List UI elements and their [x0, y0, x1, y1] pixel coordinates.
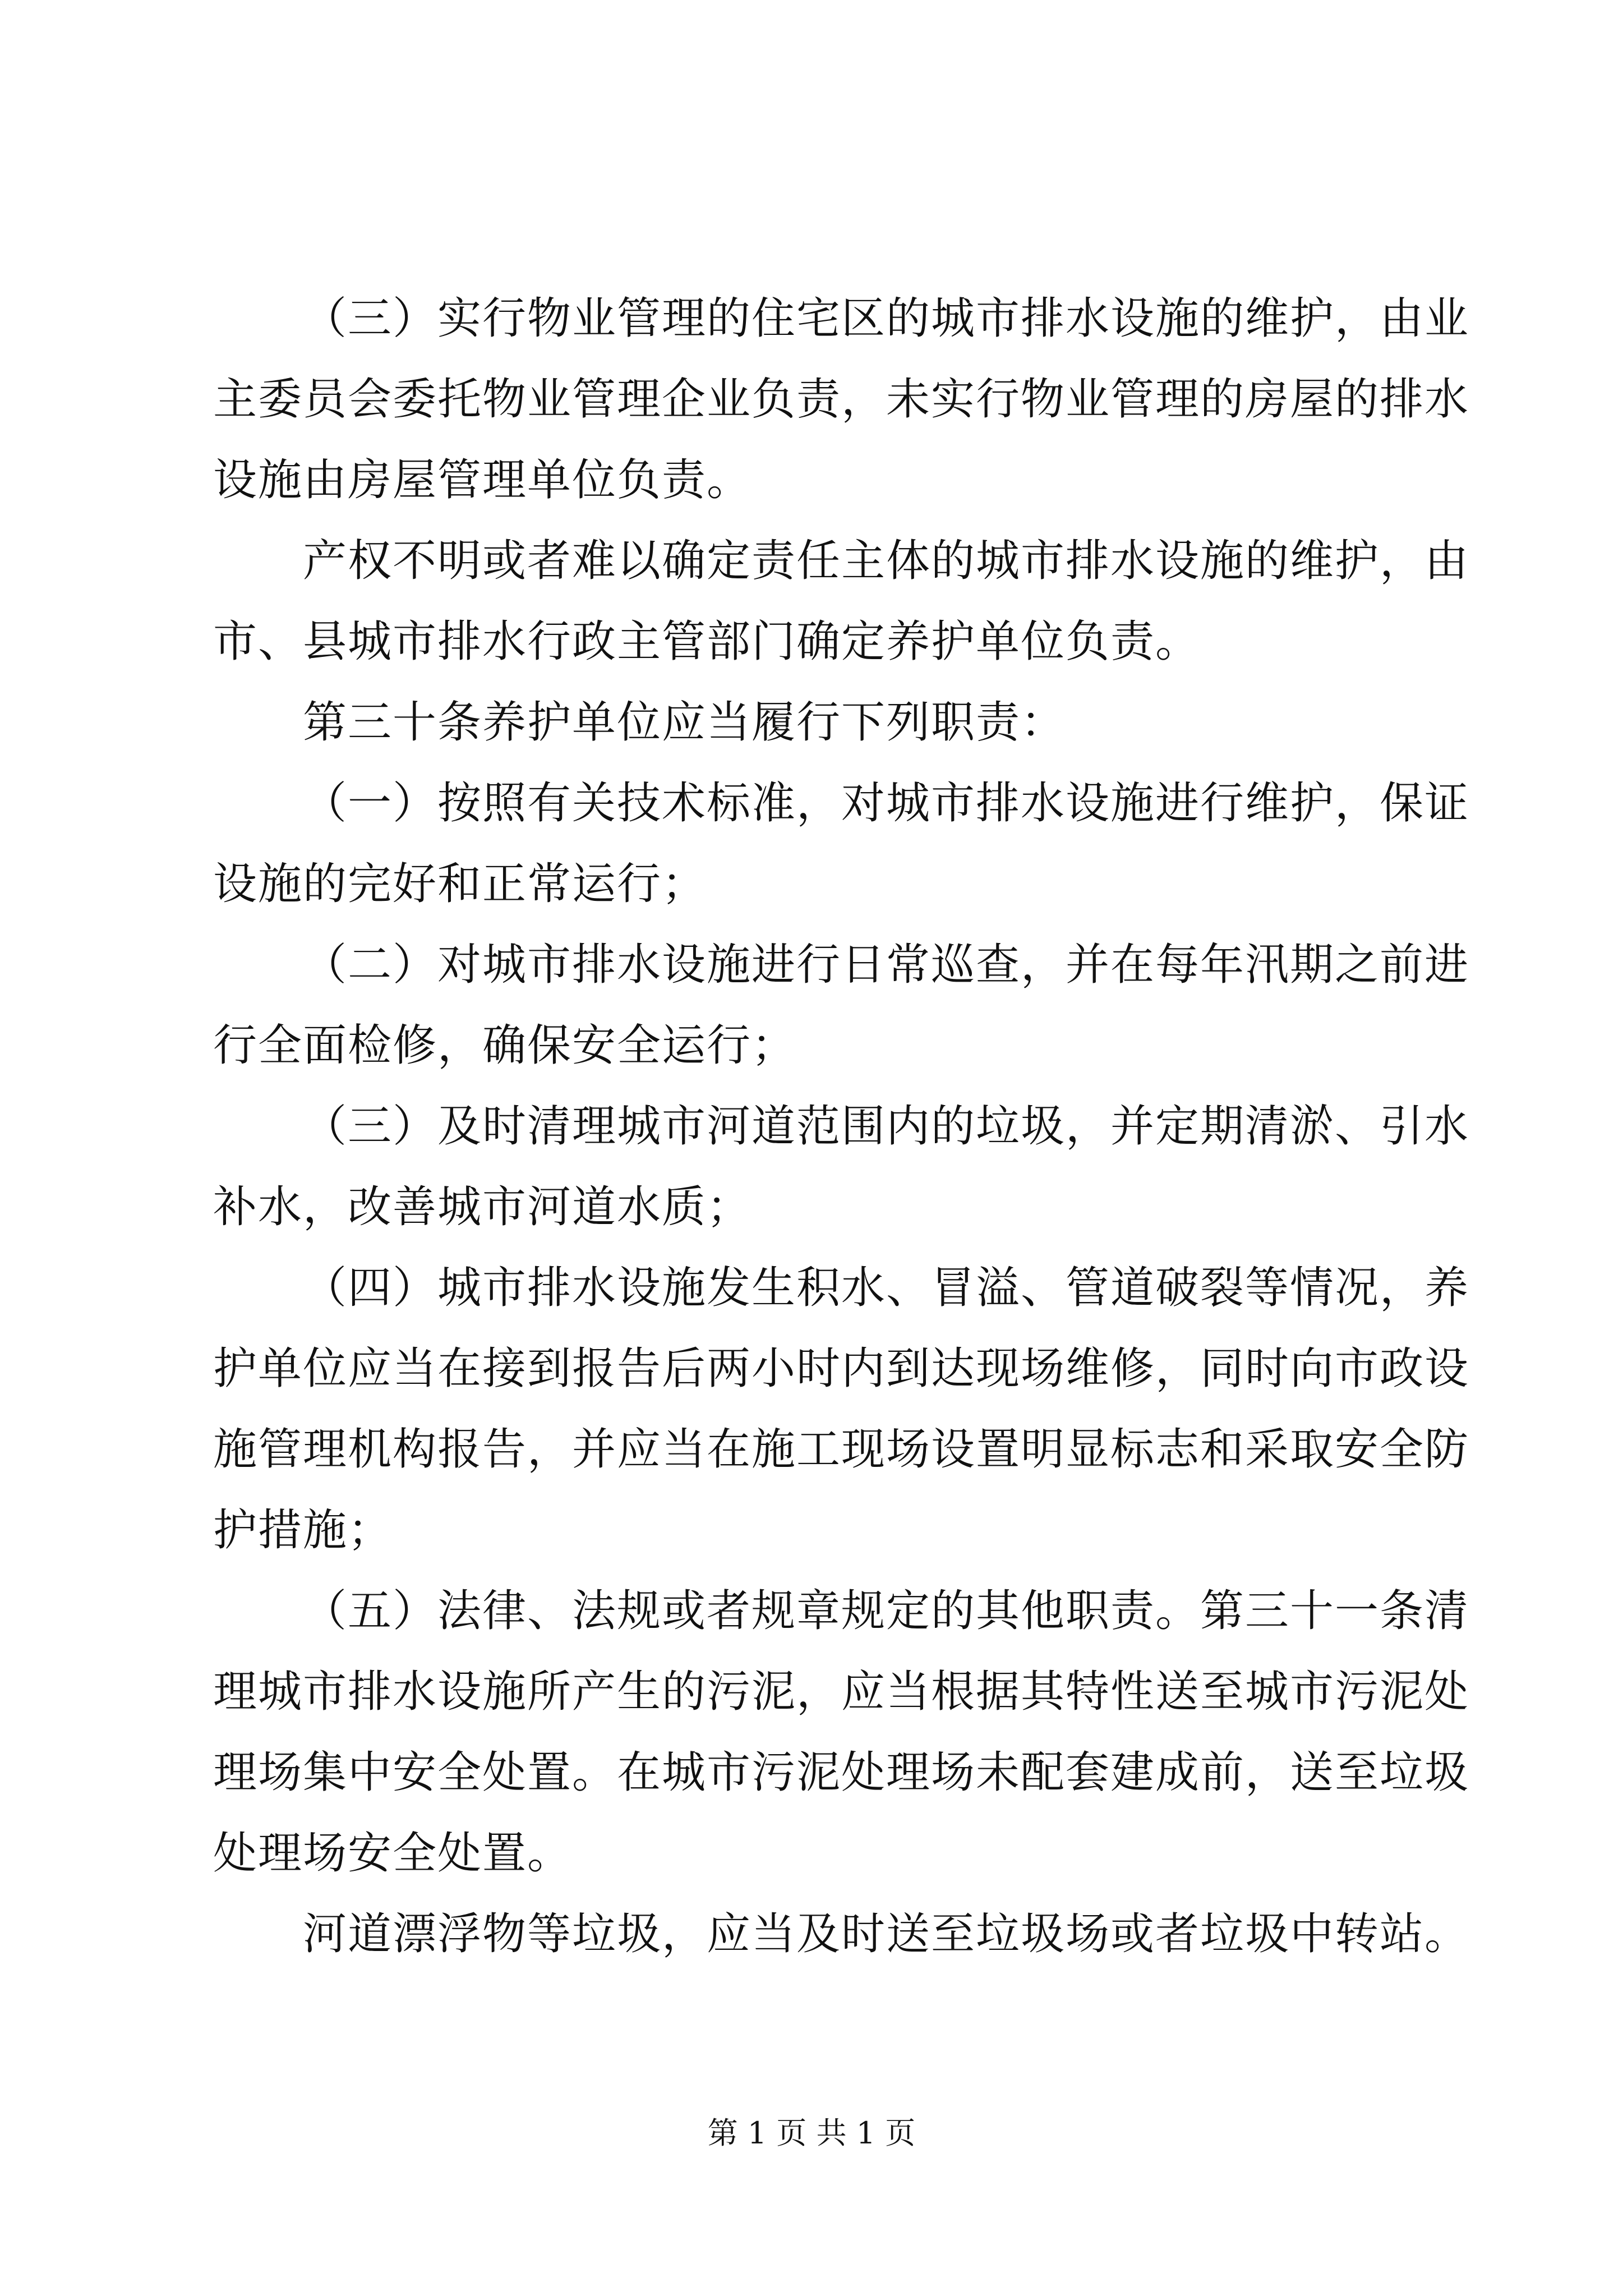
- line-4: 产权不明或者难以确定责任主体的城市排水设施的维护，由: [303, 536, 1470, 586]
- page-footer: 第 1 页 共 1 页: [707, 2115, 916, 2151]
- line-2: 主委员会委托物业管理企业负责，未实行物业管理的房屋的排水: [213, 374, 1470, 425]
- line-21: 河道漂浮物等垃圾，应当及时送至垃圾场或者垃圾中转站。: [303, 1909, 1470, 1959]
- line-19: 理场集中安全处置。在城市污泥处理场未配套建成前，送至垃圾: [213, 1747, 1470, 1798]
- line-7: （一）按照有关技术标准，对城市排水设施进行维护，保证: [303, 778, 1470, 829]
- line-6: 第三十条养护单位应当履行下列职责：: [303, 697, 1066, 748]
- line-9: （二）对城市排水设施进行日常巡查，并在每年汛期之前进: [303, 940, 1470, 990]
- line-8: 设施的完好和正常运行；: [213, 859, 707, 909]
- line-5: 市、县城市排水行政主管部门确定养护单位负责。: [213, 616, 1201, 667]
- line-20: 处理场安全处置。: [213, 1828, 573, 1879]
- line-13: （四）城市排水设施发生积水、冒溢、管道破裂等情况，养: [303, 1263, 1470, 1313]
- line-1: （三）实行物业管理的住宅区的城市排水设施的维护，由业: [303, 293, 1470, 344]
- line-18: 理城市排水设施所产生的污泥，应当根据其特性送至城市污泥处: [213, 1667, 1470, 1717]
- line-11: （三）及时清理城市河道范围内的垃圾，并定期清淤、引水: [303, 1101, 1470, 1152]
- line-16: 护措施；: [213, 1505, 393, 1556]
- line-3: 设施由房屋管理单位负责。: [213, 455, 752, 505]
- line-14: 护单位应当在接到报告后两小时内到达现场维修，同时向市政设: [213, 1343, 1470, 1394]
- line-15: 施管理机构报告，并应当在施工现场设置明显标志和采取安全防: [213, 1424, 1470, 1475]
- line-12: 补水，改善城市河道水质；: [213, 1182, 752, 1232]
- line-10: 行全面检修，确保安全运行；: [213, 1020, 797, 1071]
- line-17: （五）法律、法规或者规章规定的其他职责。第三十一条清: [303, 1586, 1470, 1636]
